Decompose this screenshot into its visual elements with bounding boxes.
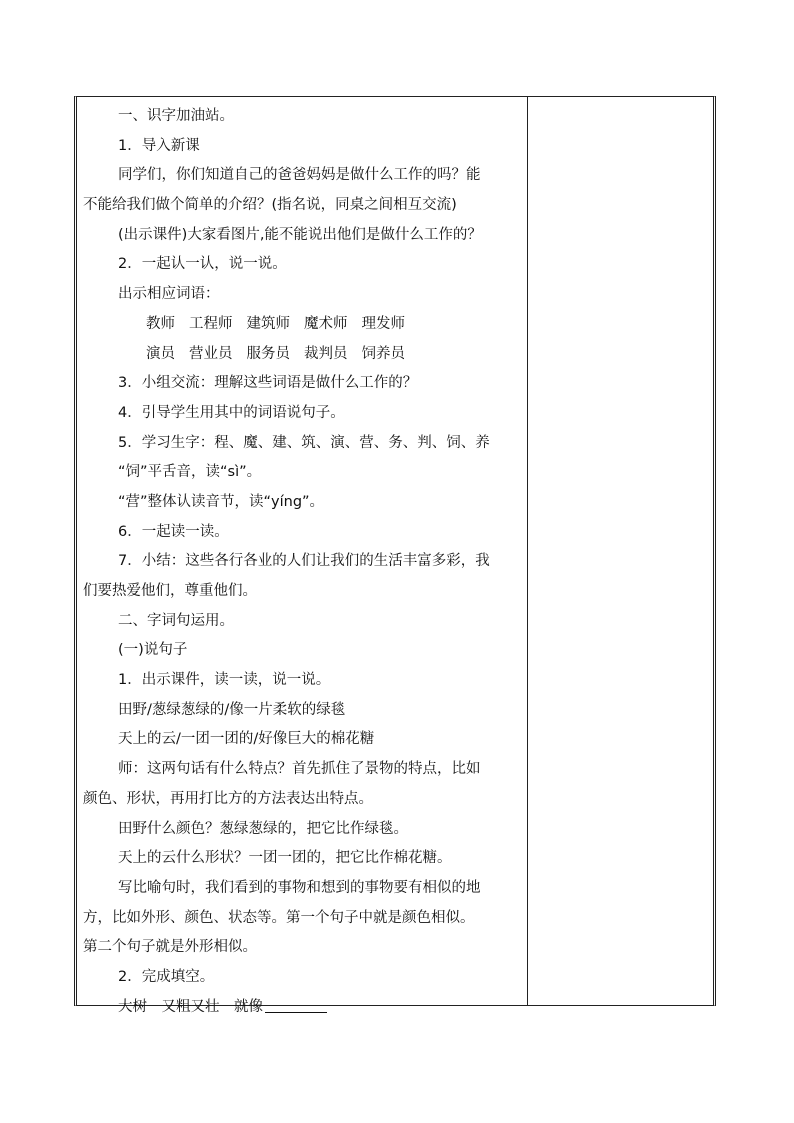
text-line: 田野什么颜色？葱绿葱绿的，把它比作绿毯。 xyxy=(118,820,408,837)
word: 裁判员 xyxy=(304,345,348,362)
text-line: 天上的云什么形状？一团一团的，把它比作棉花糖。 xyxy=(118,850,452,867)
text-line: 二、字词句运用。 xyxy=(118,612,234,629)
text-line: 师：这两句话有什么特点？首先抓住了景物的特点，比如 xyxy=(118,761,481,778)
word: 服务员 xyxy=(246,345,290,362)
text-line: 4．引导学生用其中的词语说句子。 xyxy=(118,404,345,421)
word: 教师 xyxy=(146,315,175,332)
word: 魔术师 xyxy=(304,315,348,332)
text-line: 同学们，你们知道自己的爸爸妈妈是做什么工作的吗？能 xyxy=(118,167,481,184)
text-line: 颜色、形状，再用打比方的方法表达出特点。 xyxy=(83,790,373,807)
text-line: 1．导入新课 xyxy=(118,137,200,154)
text-line: 2．完成填空。 xyxy=(118,968,215,985)
word: 建筑师 xyxy=(246,315,290,332)
text-line: “营”整体认读音节，读“yíng”。 xyxy=(118,493,325,510)
word-row-1 xyxy=(83,310,523,340)
text-line: 5．学习生字：程、魔、建、筑、演、营、务、判、饲、养 xyxy=(118,434,490,451)
word: 工程师 xyxy=(189,315,233,332)
text-line: 天上的云/一团一团的/好像巨大的棉花糖 xyxy=(118,731,375,748)
text-line: 们要热爱他们，尊重他们。 xyxy=(83,583,257,599)
fill-blank-line xyxy=(83,993,523,1023)
text-line: 7．小结：这些各行各业的人们让我们的生活丰富多彩，我 xyxy=(118,553,490,570)
notes-column xyxy=(528,97,713,1005)
fill-blank-text: 大树 又粗又壮 就像 xyxy=(118,998,263,1015)
text-line: 方，比如外形、颜色、状态等。第一个句子中就是颜色相似。 xyxy=(83,909,475,926)
word: 营业员 xyxy=(189,345,233,362)
text-line: 出示相应词语： xyxy=(118,286,220,303)
text-line: (出示课件)大家看图片,能不能说出他们是做什么工作的？ xyxy=(118,226,482,243)
lesson-table xyxy=(74,96,716,1015)
word: 演员 xyxy=(146,345,175,362)
text-line: “饲”平舌音，读“sì”。 xyxy=(118,464,262,481)
text-line: 不能给我们做个简单的介绍？(指名说，同桌之间相互交流) xyxy=(83,197,457,214)
text-line: 6．一起读一读。 xyxy=(118,523,229,540)
word: 饲养员 xyxy=(361,345,405,362)
word: 理发师 xyxy=(361,315,405,332)
answer-blank[interactable] xyxy=(265,997,327,1013)
text-line: 一、识字加油站。 xyxy=(118,108,234,124)
word-row-2 xyxy=(83,340,523,370)
text-line: 第二个句子就是外形相似。 xyxy=(83,939,257,956)
text-line: 2．一起认一认，说一说。 xyxy=(118,256,287,273)
lesson-content xyxy=(83,102,523,1022)
text-line: 3．小组交流：理解这些词语是做什么工作的？ xyxy=(118,375,418,392)
text-line: 田野/葱绿葱绿的/像一片柔软的绿毯 xyxy=(118,701,346,718)
text-line: (一)说句子 xyxy=(118,642,188,659)
text-line: 1．出示课件，读一读，说一说。 xyxy=(118,672,331,689)
text-line: 写比喻句时，我们看到的事物和想到的事物要有相似的地 xyxy=(118,879,481,896)
